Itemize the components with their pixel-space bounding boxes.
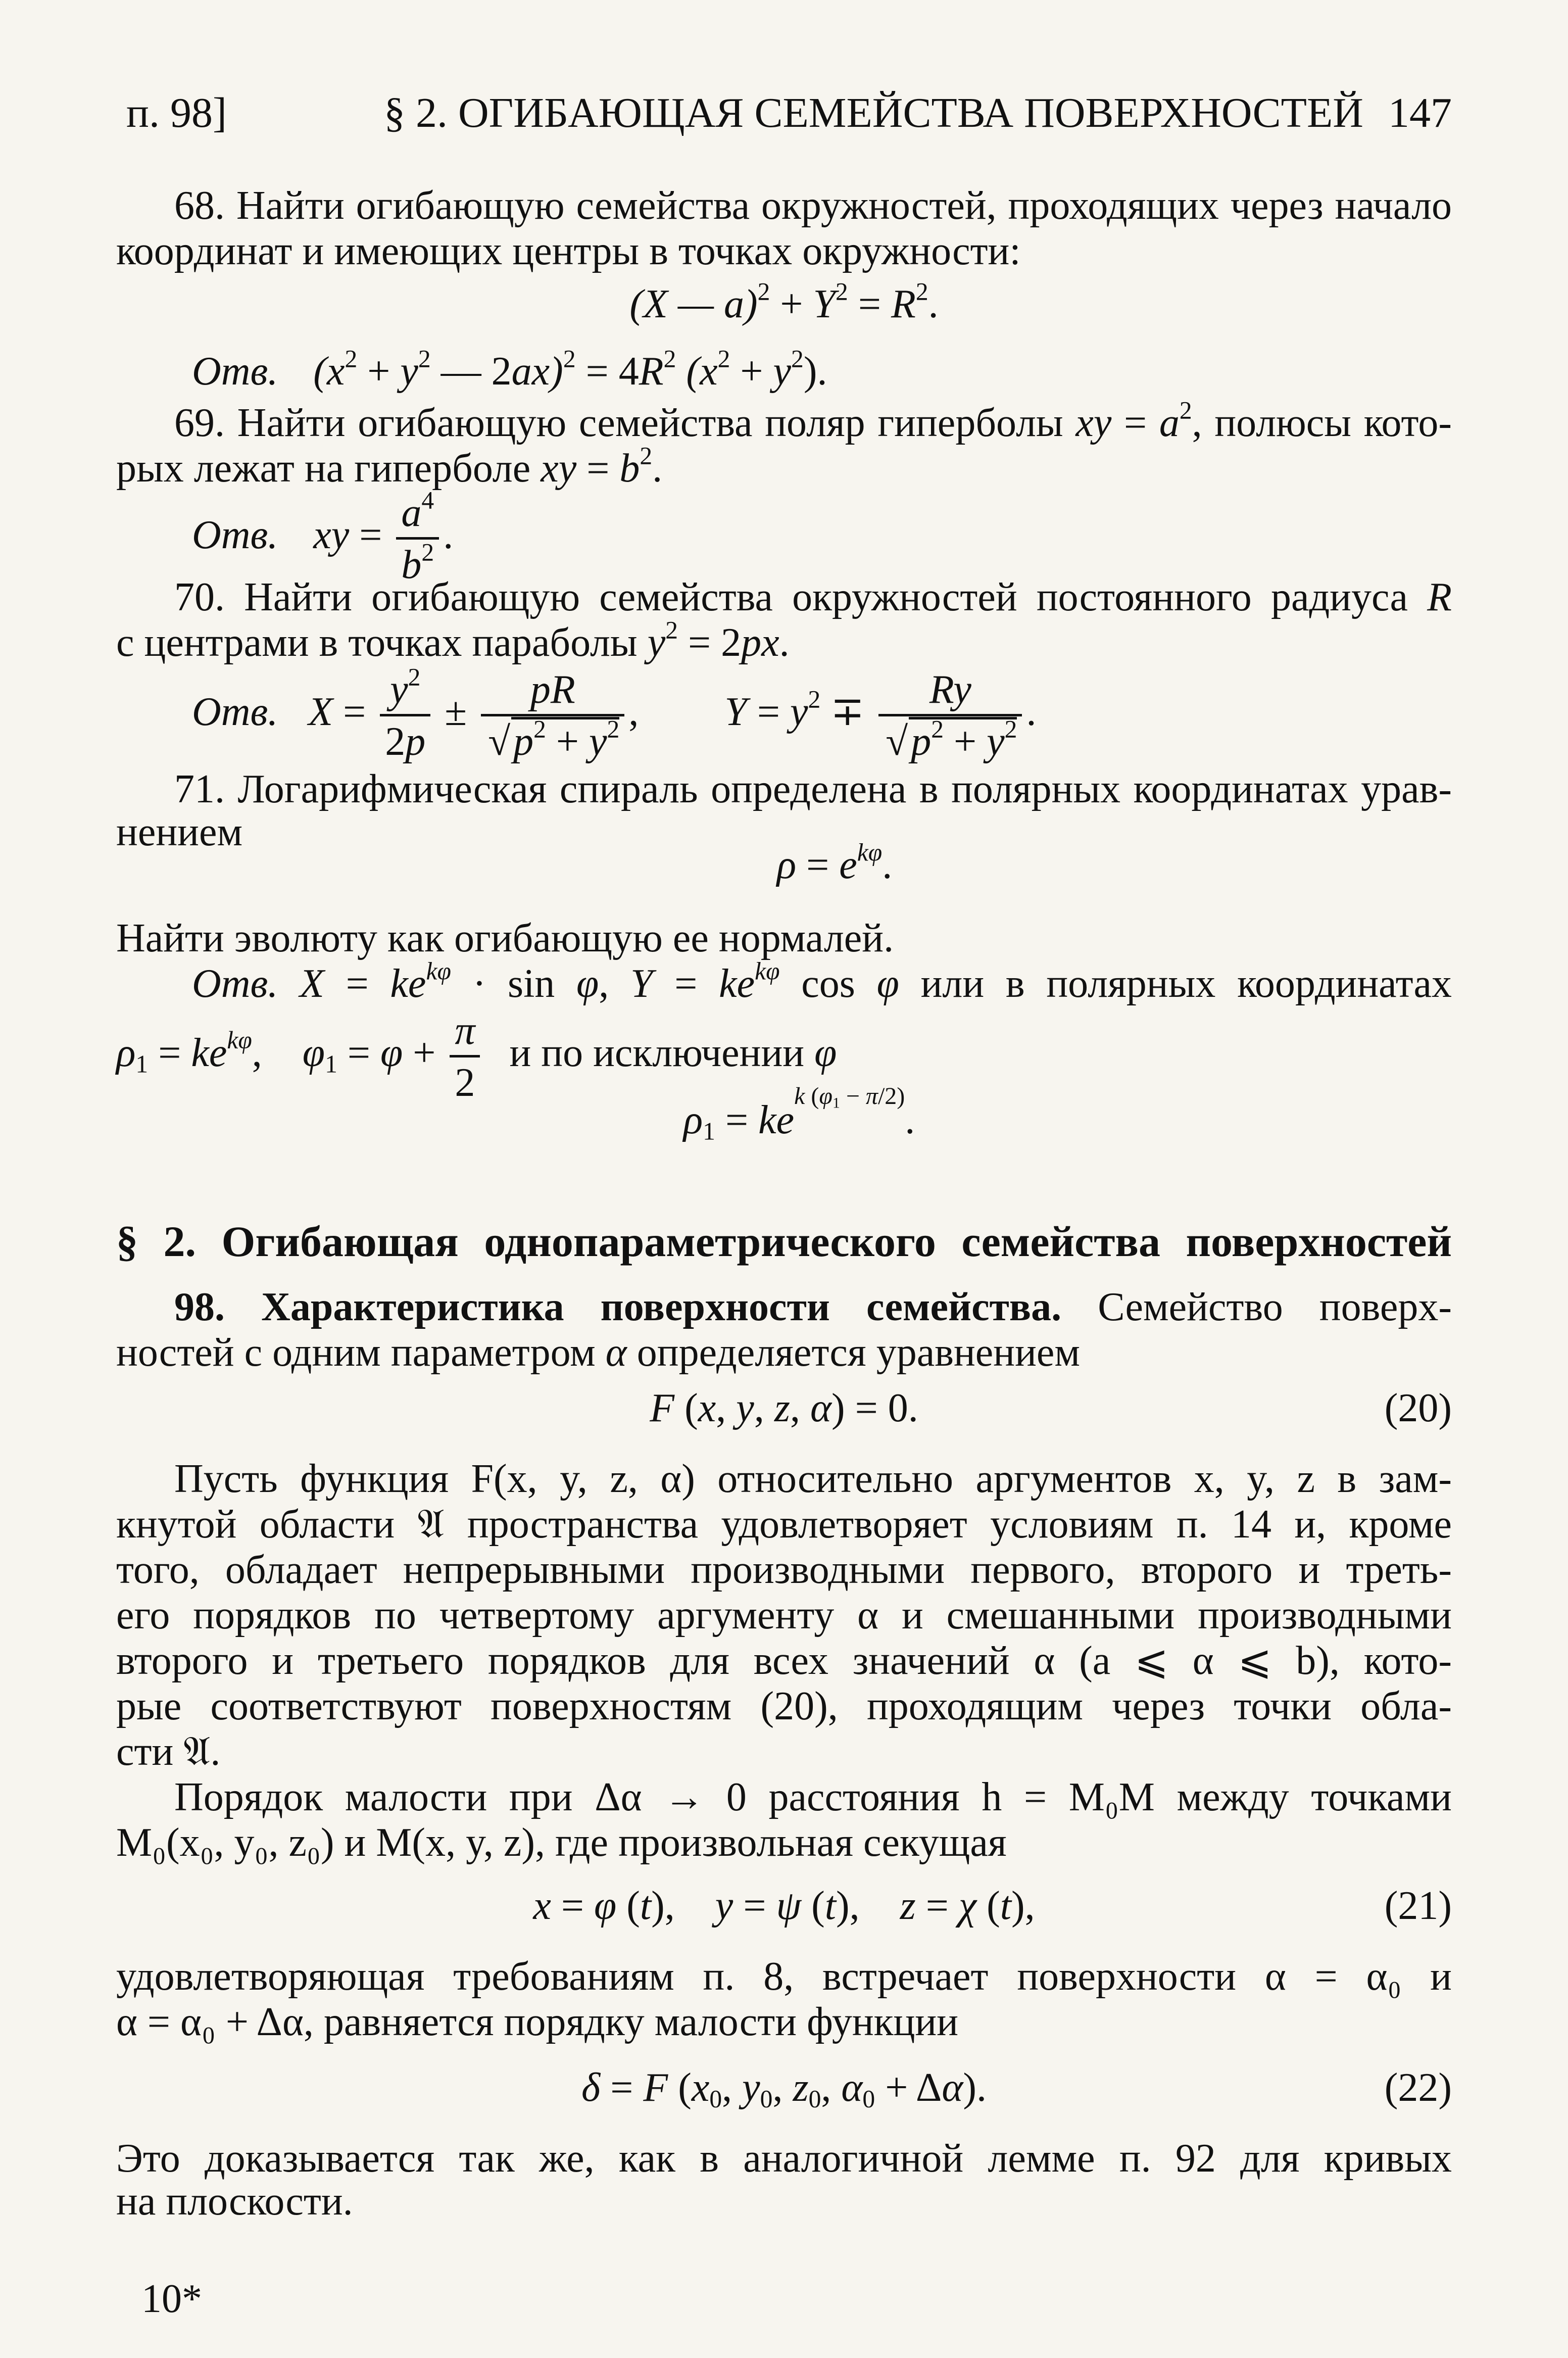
para4-line2: на плоскости. — [116, 2179, 353, 2224]
header-section-ref: п. 98] — [126, 89, 227, 136]
problem-71-line3: Найти эволюту как огибающую ее нормалей. — [116, 916, 894, 960]
page-number: 147 — [1388, 89, 1452, 136]
para1-line1: Пусть функция F(x, y, z, α) относительно аргументов x, y, z в зам- — [174, 1457, 1452, 1501]
fraction: pR √ $p^2 + y^2$ — [481, 669, 624, 762]
para3-line2: α = α₀ + Δα, равняется порядку малости функции — [116, 2000, 959, 2044]
problem-71-equation: $\rho = e^{k\varphi}$. — [776, 838, 893, 887]
para1-line3: того, обладает непрерывными производными первого, второго и треть- — [116, 1548, 1452, 1592]
problem-68-answer: Отв. ($x^2 + y^2$ — $2ax)^2 = 4R^2$ $(x^2 + y^2)$. — [192, 345, 827, 394]
problem-69-line1: 69. Найти огибающую семейства поляр гиперболы xy = $a^2$, полюсы кото- — [174, 396, 1452, 445]
answer-label: Отв. — [192, 961, 278, 1006]
item-98-line2: ностей с одним параметром α определяется уравнением — [116, 1330, 1081, 1375]
problem-70-answer: Отв. X = $\frac{y^2}{2p}$ ± pR √ $p^2 + y^2$ , $Y = y^2$ ∓ Ry √ $p^2 + y^2$ . — [116, 669, 1452, 760]
answer-label: Отв. — [192, 689, 278, 734]
problem-71-answer-line1: Отв. $X = ke^{k\varphi} \cdot \sin \varphi$, $Y = ke^{k\varphi}$ cos φ или в полярных координатах — [192, 957, 1452, 1006]
para1-line5: второго и третьего порядков для всех значений α (a ⩽ α ⩽ b), кото- — [116, 1639, 1452, 1683]
para4-line1: Это доказывается так же, как в аналогичной лемме п. 92 для кривых — [116, 2136, 1452, 2181]
answer-label: Отв. — [192, 349, 278, 394]
equation-number-22: (22) — [1384, 2065, 1452, 2110]
section-heading: § 2. Огибающая однопараметрического семейства поверхностей — [116, 1217, 1452, 1266]
fraction: $\frac{y^2}{2p}$ — [380, 669, 430, 762]
header-title: § 2. ОГИБАЮЩАЯ СЕМЕЙСТВА ПОВЕРХНОСТЕЙ — [384, 89, 1363, 136]
problem-71-line2: нением — [116, 810, 243, 854]
problem-70-line1: 70. Найти огибающую семейства окружностей постоянного радиуса R — [174, 575, 1452, 619]
problem-71-line1: 71. Логарифмическая спираль определена в полярных координатах урав- — [174, 767, 1452, 811]
para1-line6: рые соответствуют поверхностям (20), проходящим через точки обла- — [116, 1684, 1452, 1728]
item-98-title: 98. Характеристика поверхности семейства. — [174, 1285, 1062, 1329]
equation-21: x = φ (t), y = ψ (t), z = χ (t), (21) — [116, 1882, 1452, 1930]
problem-68-line1: 68. Найти огибающую семейства окружностей, проходящих через начало — [174, 183, 1452, 228]
para1-line4: его порядков по четвертому аргументу α и смешанными производными — [116, 1593, 1452, 1638]
problem-69-line2: рых лежат на гиперболе xy = $b^2$. — [116, 442, 663, 491]
equation-number-21: (21) — [1384, 1884, 1452, 1928]
running-header — [116, 88, 1452, 144]
problem-68-line2: координат и имеющих центры в точках окружности: — [116, 229, 1021, 273]
equation-22: δ = F ($x_0$, $y_0$, $z_0$, $\alpha_0 + \Delta\alpha$). (22) — [116, 2064, 1452, 2111]
problem-69-answer: Отв. xy = $\frac{a^4}{b^2}$ . — [192, 486, 454, 587]
fraction: $\frac{\pi}{2}$ — [450, 1010, 480, 1103]
fraction: Ry √ $p^2 + y^2$ — [878, 669, 1022, 762]
para3-line1: удовлетворяющая требованиям п. 8, встречает поверхности α = α₀ и — [116, 1954, 1452, 1999]
answer-label: Отв. — [192, 512, 278, 557]
fraction: $\frac{a^4}{b^2}$ — [396, 493, 439, 585]
problem-71-answer-line2: $\rho_1 = ke^{k\varphi}$, $\varphi_1 = \varphi$ + $\frac{\pi}{2}$ и по исключении φ — [116, 1008, 837, 1105]
equation-20: F (x, y, z, α) = 0. (20) — [116, 1384, 1452, 1432]
problem-70-line2: с центрами в точках параболы $y^2 = 2px$. — [116, 616, 790, 665]
para2-line1: Порядок малости при Δα → 0 расстояния h = M₀M между точками — [174, 1775, 1452, 1819]
problem-68-equation: (X — $a)^2 + Y^2 = R^2$. — [629, 277, 939, 326]
equation-number-20: (20) — [1384, 1386, 1452, 1430]
signature-mark: 10* — [141, 2277, 202, 2321]
para1-line2: кнутой области 𝔄 пространства удовлетворяет условиям п. 14 и, кроме — [116, 1502, 1452, 1547]
item-98-line1: 98. Характеристика поверхности семейства. Семейство поверх- — [174, 1285, 1452, 1329]
para2-line2: M₀(x₀, y₀, z₀) и M(x, y, z), где произвольная секущая — [116, 1820, 1007, 1865]
problem-71-final-equation: $\rho_1 = ke^{k (\varphi_1 - \pi/2)}$. — [683, 1083, 915, 1145]
para1-line7: сти 𝔄. — [116, 1729, 221, 1774]
